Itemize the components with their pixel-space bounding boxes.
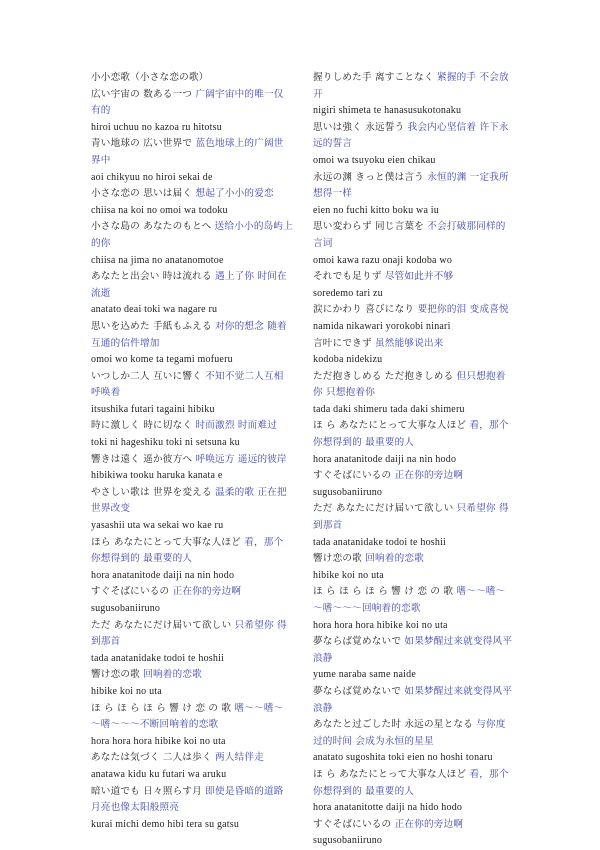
lyric-line [91, 319, 293, 352]
romaji-line: omoi wo kome ta tegami mofueru [91, 354, 233, 366]
romaji-line: anatawa kidu ku futari wa aruku [91, 768, 227, 780]
chinese-translation: 正在你的旁边啊 [394, 470, 464, 482]
chinese-translation: 只希望你 得到那首 [91, 619, 287, 648]
chinese-translation: 嗜～～嗜～～嗜～～～不断回响着的恋歌 [91, 702, 284, 731]
japanese-text: 夢ならば覚めないで [313, 636, 402, 648]
lyric-line [313, 120, 515, 153]
chinese-translation: 永恒的渊 一定我所想得一样 [313, 171, 509, 200]
japanese-text: 永远の渊 きっと僕は言う [313, 171, 424, 183]
japanese-text: 小小恋歌（小さな恋の歌） [91, 72, 209, 83]
romaji-line: sugusobaniiruno [313, 486, 383, 498]
japanese-text: やさしい歌は 世界を変える [91, 486, 212, 498]
japanese-text: 夢ならば覚めないで [313, 685, 402, 697]
chinese-translation: 不会打破那同样的言词 [313, 221, 506, 249]
lyric-line [91, 784, 293, 817]
chinese-translation: 正在你的旁边啊 [394, 818, 464, 830]
romaji-line: tada anatanidake todoi te hoshii [91, 652, 225, 664]
japanese-text: 時に激しく 時に切なく [91, 420, 193, 432]
lyric-line [91, 618, 293, 651]
chinese-translation: 要把你的泪 变成喜悦 [417, 304, 509, 316]
lyric-line [313, 584, 515, 617]
right-column [313, 70, 515, 850]
japanese-text: すぐそばにいるの [313, 470, 392, 482]
japanese-text: ほら あなたにとって大事な人ほど [91, 536, 241, 548]
lyric-line [313, 302, 515, 319]
romaji-line: omoi kawa razu onaji kodoba wo [313, 254, 453, 266]
lyric-line [313, 269, 515, 286]
japanese-text: 響け恋の歌 [91, 669, 140, 681]
romaji-line: yasashii uta wa sekai wo kae ru [91, 520, 224, 532]
romaji-line: anatato sugoshita toki eien no hoshi tonaru [313, 752, 493, 764]
romaji-line: chiisa na koi no omoi wa todoku [91, 204, 228, 216]
lyric-line [313, 551, 515, 568]
chinese-translation: 尽管如此并不够 [384, 271, 454, 283]
japanese-text: ただ あなたにだけ届いて欲しい [313, 503, 454, 515]
romaji-line: yume naraba same naide [313, 669, 416, 681]
chinese-translation: 看，那个你想得到的 最重要的人 [313, 768, 509, 797]
japanese-text: 言叶にできず [313, 337, 372, 349]
lyric-line [91, 136, 293, 169]
japanese-text: ただ あなたにだけ届いて欲しい [91, 619, 232, 631]
japanese-text: 思いを込めた 手紙もふえる [91, 320, 212, 332]
chinese-translation: 温柔的歌 正在把世界改变 [91, 486, 287, 515]
romaji-line: hora anatanitode daiji na nin hodo [313, 453, 457, 465]
japanese-text: いつしか二人 互いに響く [91, 370, 202, 382]
japanese-text: あなたと出会い 時は流れる [91, 271, 212, 283]
lyric-line [313, 170, 515, 203]
japanese-text: ほ ら あなたにとって大事な人ほど [313, 768, 467, 780]
chinese-translation: 正在你的旁边啊 [172, 586, 242, 598]
lyric-line [313, 336, 515, 353]
lyric-line [91, 87, 293, 120]
chinese-translation: 嗜～～嗜～～嗜～～～回响着的恋歌 [313, 586, 506, 614]
lyric-line [91, 219, 293, 252]
romaji-line: eien no fuchi kitto boku wa iu [313, 204, 439, 216]
japanese-text: ほ ら ほ ら ほ ら 響 け 恋 の 歌 [313, 586, 454, 598]
chinese-translation: 即使是昏暗的道路 月亮也像太阳般照亮 [91, 785, 284, 814]
japanese-text: すぐそばにいるの [313, 818, 392, 830]
japanese-text: 涙にかわり 喜びになり [313, 304, 415, 316]
lyric-line [91, 418, 293, 435]
lyric-line [313, 767, 515, 800]
chinese-translation: 想起了小小的爱恋 [195, 188, 274, 200]
chinese-translation: 呼唤远方 遥远的彼岸 [195, 453, 287, 465]
chinese-translation: 如果梦醒过来就变得风平浪静 [313, 685, 513, 714]
chinese-translation: 不知不觉二人互相呼唤着 [91, 370, 284, 399]
japanese-text: 響きは遠く 遥か彼方へ [91, 453, 193, 465]
lyric-line [91, 452, 293, 469]
romaji-line: aoi chikyuu no hiroi sekai de [91, 171, 213, 183]
romaji-line: hora hora hora hibike koi no uta [91, 735, 226, 747]
lyric-line [91, 186, 293, 203]
japanese-text: それでも足りず [313, 271, 382, 283]
romaji-line: hibike koi no uta [91, 685, 162, 697]
chinese-translation: 广阔宇宙中的唯一仅有的 [91, 88, 284, 117]
lyric-line [91, 667, 293, 684]
lyric-line [91, 269, 293, 302]
japanese-text: ただ抱きしめる ただ抱きしめる [313, 370, 454, 382]
chinese-translation: 送给小小的岛屿上的你 [91, 221, 293, 249]
romaji-line: namida nikawari yorokobi ninari [313, 320, 451, 332]
chinese-translation: 只希望你 得到那首 [313, 503, 509, 532]
japanese-text: すぐそばにいるの [91, 586, 170, 598]
japanese-text: あなたと过ごした时 永远の星となる [313, 719, 473, 731]
chinese-translation: 但只想抱着你 只想抱着你 [313, 370, 506, 399]
chinese-translation: 时而激烈 时而难过 [195, 420, 278, 432]
romaji-line: hora hora hora hibike koi no uta [313, 619, 448, 631]
lyric-line [91, 584, 293, 601]
lyric-line [91, 369, 293, 402]
lyric-line [91, 701, 293, 734]
chinese-translation: 我会内心坚信着 许下永远的誓言 [313, 121, 509, 150]
romaji-line: sugusobaniiruno [313, 835, 383, 847]
romaji-line: hora anatanitode daiji na nin hodo [91, 569, 235, 581]
lyric-line [313, 418, 515, 451]
japanese-text: 響け恋の歌 [313, 553, 362, 565]
japanese-text: 広い宇宙の 数ある一つ [91, 88, 193, 100]
chinese-translation: 虽然能够说出来 [375, 337, 444, 349]
lyric-line [313, 468, 515, 485]
romaji-line: hibikiwa tooku haruka kanata e [91, 470, 223, 482]
lyric-line [313, 717, 515, 750]
chinese-translation: 看，那个你想得到的 最重要的人 [91, 536, 284, 565]
japanese-text: 握りしめた手 离すことなく [313, 72, 434, 83]
japanese-text: 小さな恋の 思いは届く [91, 188, 193, 200]
japanese-text: 思いは強く 永远誓う [313, 121, 405, 133]
lyric-line [313, 70, 515, 103]
romaji-line: hibike koi no uta [313, 569, 384, 581]
lyric-line [313, 219, 515, 252]
romaji-line: nigiri shimeta te hanasusukotonaku [313, 105, 462, 117]
romaji-line: toki ni hageshiku toki ni setsuna ku [91, 437, 240, 449]
romaji-line: kurai michi demo hibi tera su gatsu [91, 818, 240, 830]
romaji-line: itsushika futari tagaini hibiku [91, 403, 215, 415]
chinese-translation: 遇上了你 时间在流逝 [91, 271, 287, 299]
chinese-translation: 对你的想念 随着互通的信件增加 [91, 320, 287, 349]
chinese-translation: 蓝色地球上的广阔世界中 [91, 138, 284, 166]
romaji-line: tada anatanidake todoi te hoshii [313, 536, 447, 548]
japanese-text: あなたは気づく 二人は歩く [91, 752, 212, 764]
left-column [91, 70, 293, 833]
romaji-line: hora anatanitotte daiji na hido hodo [313, 802, 463, 814]
romaji-line: chiisa na jima no anatanomotoe [91, 254, 224, 266]
romaji-line: omoi wa tsuyoku eien chikau [313, 154, 436, 166]
romaji-line: soredemo tari zu [313, 287, 383, 299]
chinese-translation: 看，那个你想得到的 最重要的人 [313, 420, 509, 449]
japanese-text: 暗い道でも 日々照らす月 [91, 785, 202, 797]
japanese-text: 小さな島の あなたのもとへ [91, 221, 212, 233]
chinese-translation: 回响着的恋歌 [143, 669, 202, 681]
lyric-line [313, 369, 515, 402]
lyric-line [91, 70, 293, 87]
lyric-line [313, 817, 515, 834]
romaji-line: hiroi uchuu no kazoa ru hitotsu [91, 121, 222, 133]
lyric-line [91, 750, 293, 767]
romaji-line: anatato deai toki wa nagare ru [91, 304, 218, 316]
lyric-line [313, 684, 515, 717]
chinese-translation: 两人结伴走 [215, 752, 264, 764]
lyric-line [313, 501, 515, 534]
japanese-text: ほ ら ほ ら ほ ら 響 け 恋 の 歌 [91, 702, 232, 714]
romaji-line: tada daki shimeru tada daki shimeru [313, 403, 465, 415]
chinese-translation: 与你度过的时间 会成为永恒的星星 [313, 719, 506, 747]
lyric-line [91, 535, 293, 568]
lyric-line [91, 485, 293, 518]
lyric-line [313, 634, 515, 667]
romaji-line: sugusobaniiruno [91, 603, 161, 614]
japanese-text: ほ ら あなたにとって大事な人ほど [313, 420, 467, 432]
japanese-text: 思い変わらず 同じ言葉を [313, 221, 424, 233]
chinese-translation: 如果梦醒过来就变得风平浪静 [313, 636, 513, 664]
japanese-text: 青い地球の 広い世界で [91, 138, 193, 150]
chinese-translation: 回响着的恋歌 [365, 553, 424, 565]
romaji-line: kodoba nidekizu [313, 354, 383, 366]
chinese-translation: 紧握的手 不会放开 [313, 72, 509, 100]
